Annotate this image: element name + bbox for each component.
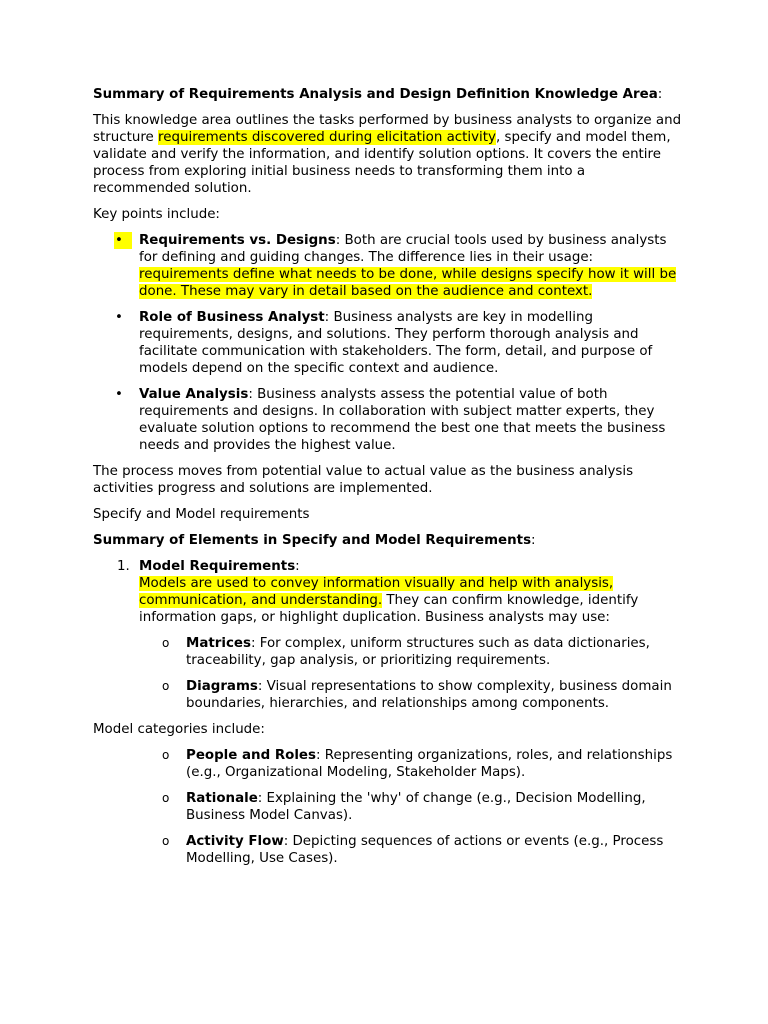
list-item — [93, 309, 683, 377]
list-item-colon: : — [295, 559, 300, 574]
elements-title — [93, 532, 683, 549]
list-item-term: Value Analysis — [139, 387, 249, 402]
list-item-text: : For complex, uniform structures such as data dictionaries, traceability, gap analysis, or prioritizing requirements. — [186, 636, 650, 668]
circle-bullet-icon: o — [162, 791, 170, 805]
bullet-icon: • — [115, 387, 123, 402]
categories-label: Model categories include: — [93, 722, 265, 737]
document-page — [93, 86, 683, 876]
elements-title-colon: : — [531, 533, 536, 548]
list-item-term: Matrices — [186, 636, 251, 651]
list-item — [93, 678, 683, 712]
list-number: 1. — [117, 559, 130, 574]
intro-paragraph — [93, 112, 683, 197]
list-item-text: : Depicting sequences of actions or events (e.g., Process Modelling, Use Cases). — [186, 834, 664, 866]
model-uses-list — [93, 635, 683, 712]
list-item-highlight: Models are used to convey information visually and help with analysis, communication, and understanding. — [139, 576, 614, 608]
list-item-text: : Explaining the 'why' of change (e.g., Decision Modelling, Business Model Canvas). — [186, 791, 646, 823]
list-item-text: : Business analysts are key in modelling requirements, designs, and solutions. They perform thorough analysis and facilitate communication with stakeholders. The form, detail, and purpose of models depend on the specific context and audience. — [139, 310, 653, 376]
circle-bullet-icon: o — [162, 834, 170, 848]
list-item-term: People and Roles — [186, 748, 316, 763]
title-colon: : — [657, 87, 663, 102]
list-item — [93, 790, 683, 824]
process-paragraph: The process moves from potential value to actual value as the business analysis activities progress and solutions are implemented. — [93, 464, 634, 496]
title-text: Summary of Requirements Analysis and Design Definition Knowledge Area — [93, 87, 658, 102]
key-points-list — [93, 232, 683, 454]
circle-bullet-icon: o — [162, 636, 170, 650]
numbered-list — [93, 558, 683, 626]
elements-title-text: Summary of Elements in Specify and Model Requirements — [93, 533, 532, 548]
specify-heading: Specify and Model requirements — [93, 507, 310, 522]
intro-highlight: requirements discovered during elicitation activity — [158, 130, 496, 145]
circle-bullet-icon: o — [162, 679, 170, 693]
list-item-term: Role of Business Analyst — [139, 310, 325, 325]
list-item-text: : Both are crucial tools used by business analysts for defining and guiding changes. The difference lies in their usage: — [139, 233, 667, 265]
list-item-term: Rationale — [186, 791, 258, 806]
bullet-icon: • — [114, 232, 132, 249]
list-item — [93, 386, 683, 454]
list-item — [93, 558, 683, 626]
list-item-text: : Representing organizations, roles, and relationships (e.g., Organizational Modeling, Stakeholder Maps). — [186, 748, 673, 780]
list-item-text: : Visual representations to show complexity, business domain boundaries, hierarchies, and relationships among components. — [186, 679, 672, 711]
list-item — [93, 747, 683, 781]
list-item-term: Model Requirements — [139, 559, 296, 574]
document-title — [93, 86, 683, 103]
categories-list — [93, 747, 683, 867]
list-item-term: Requirements vs. Designs — [139, 233, 336, 248]
list-item-highlight: requirements define what needs to be done, while designs specify how it will be done. These may vary in detail based on the audience and context. — [139, 267, 677, 299]
bullet-icon: • — [115, 310, 123, 325]
list-item — [93, 232, 683, 300]
list-item-term: Activity Flow — [186, 834, 284, 849]
intro-text-2: , specify and model them, validate and verify the information, and identify solution options. It covers the entire process from exploring initial business needs to transforming them into a recommended solution. — [93, 130, 671, 196]
circle-bullet-icon: o — [162, 748, 170, 762]
intro-text-1: This knowledge area outlines the tasks performed by business analysts to organize and structure — [93, 113, 682, 145]
key-points-label: Key points include: — [93, 207, 220, 222]
list-item — [93, 635, 683, 669]
list-item-term: Diagrams — [186, 679, 258, 694]
list-item-text: They can confirm knowledge, identify information gaps, or highlight duplication. Business analysts may use: — [139, 593, 639, 625]
list-item — [93, 833, 683, 867]
list-item-text: : Business analysts assess the potential value of both requirements and designs. In collaboration with subject matter experts, they evaluate solution options to recommend the best one that meets the business needs and provides the highest value. — [139, 387, 666, 453]
